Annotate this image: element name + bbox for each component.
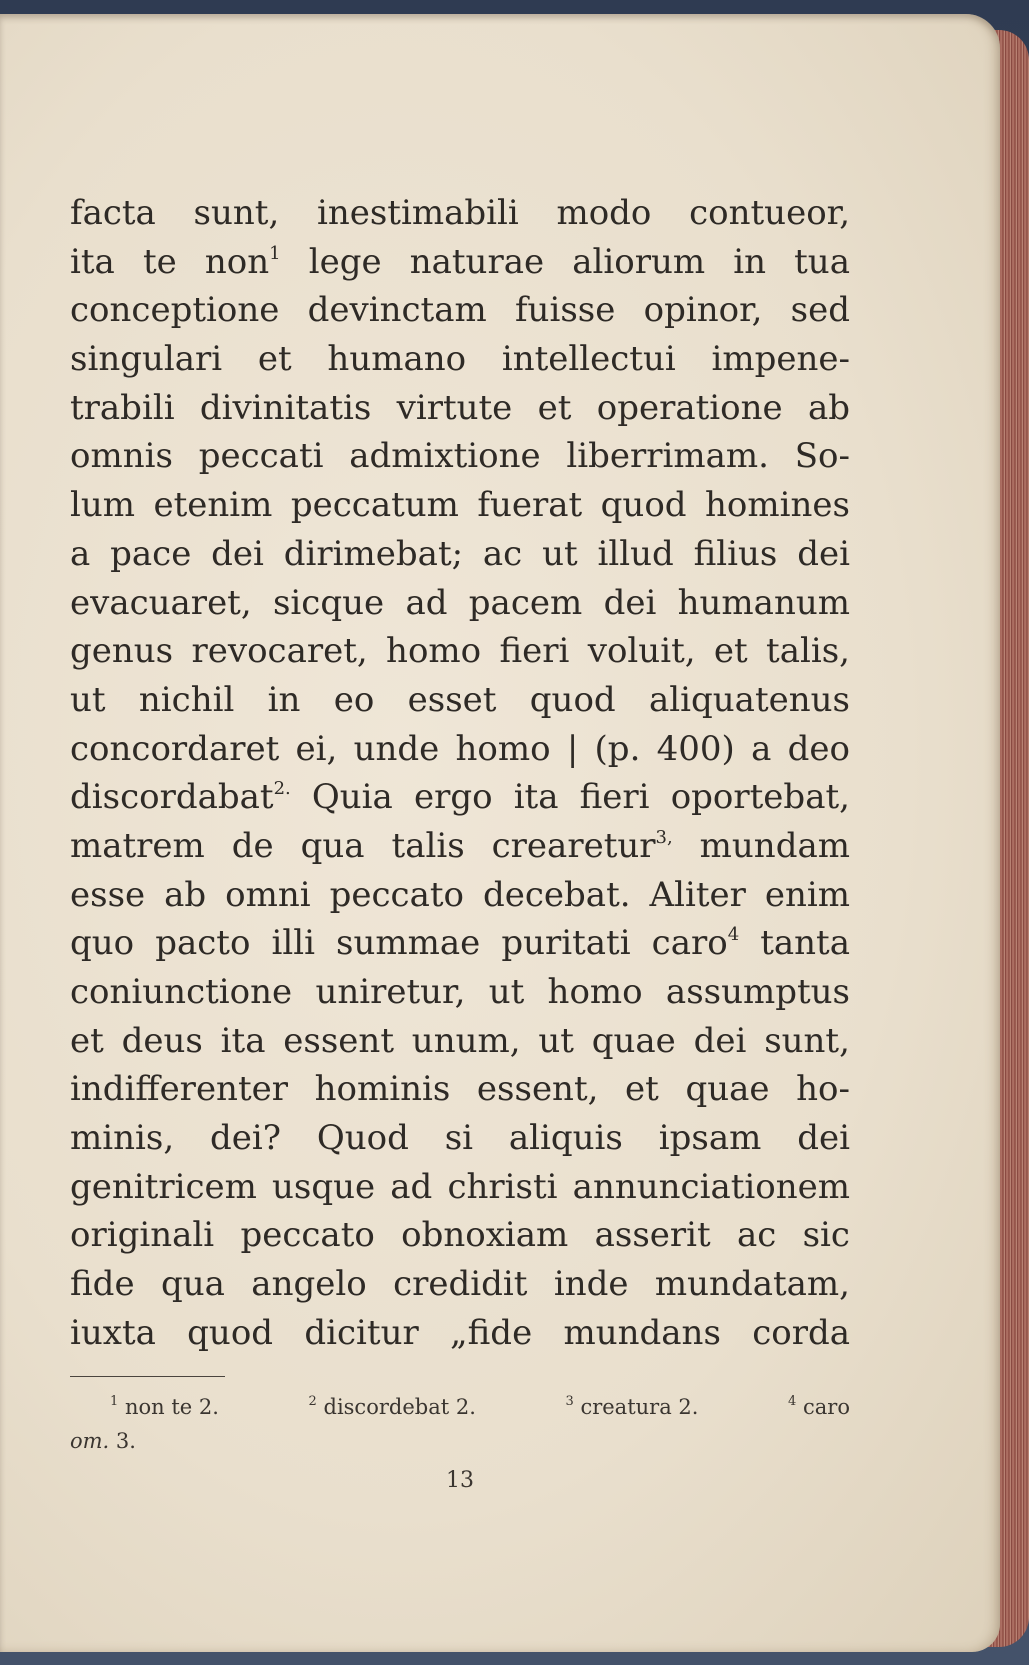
page-break-marker: |	[566, 728, 579, 769]
word: peccati	[198, 436, 324, 477]
word: fuisse	[514, 290, 616, 331]
word: si	[444, 1118, 474, 1159]
word: So-	[794, 436, 850, 477]
text-line	[70, 530, 850, 579]
word: ut	[488, 972, 525, 1012]
word: sunt,	[764, 1020, 850, 1061]
word: deus	[121, 1020, 203, 1061]
word: Quia	[311, 777, 393, 818]
word: dei	[797, 1118, 850, 1159]
text-line	[70, 1260, 850, 1309]
word: asserit	[594, 1215, 711, 1256]
text-line	[70, 384, 850, 433]
body-text	[70, 189, 850, 1358]
word: iuxta	[70, 1312, 156, 1353]
word-with-footnote: discordabat$^{2.}$	[70, 777, 291, 818]
text-line	[70, 822, 850, 871]
word: puritati	[501, 923, 631, 964]
text-line	[70, 773, 850, 822]
text-line	[70, 1114, 850, 1163]
book-page	[0, 14, 1000, 1652]
word: lum	[70, 485, 136, 526]
word: annunciationem	[572, 1166, 850, 1207]
text-line	[70, 189, 850, 238]
word: quae	[685, 1069, 770, 1110]
word: aliorum	[572, 241, 706, 282]
word: dirimebat;	[283, 533, 464, 574]
word: originali	[70, 1215, 215, 1256]
word: ac	[482, 533, 523, 574]
word: qua	[160, 1264, 225, 1305]
footnote-mark: 2.	[273, 778, 291, 800]
word: uniretur,	[315, 972, 466, 1012]
word: opinor,	[643, 290, 763, 331]
word: esset	[407, 679, 497, 720]
text-line	[70, 725, 850, 774]
word: obnoxiam	[401, 1215, 569, 1256]
word: essent	[283, 1020, 394, 1061]
word: ipsam	[658, 1118, 762, 1159]
word: contueor,	[689, 193, 850, 233]
word: indifferenter	[70, 1069, 288, 1110]
word: fuerat	[477, 485, 583, 526]
word: genus	[70, 631, 174, 672]
word: talis,	[766, 631, 850, 672]
word: unde	[353, 728, 440, 769]
footnote-text: 3.	[115, 1429, 136, 1453]
word: modo	[556, 193, 652, 233]
word: homo	[547, 972, 643, 1012]
word: omni	[225, 874, 311, 915]
word: te	[142, 241, 177, 282]
footnote-rule	[70, 1376, 225, 1377]
word: dei?	[210, 1118, 281, 1159]
word: dei	[797, 533, 850, 574]
word: sunt,	[193, 193, 280, 233]
footnote-3	[565, 1390, 698, 1424]
word: singulari	[70, 339, 223, 380]
word: ut	[542, 533, 578, 574]
word: voluit,	[587, 631, 696, 672]
word: ita	[70, 241, 115, 282]
text-line	[70, 1065, 850, 1114]
text-line	[70, 871, 850, 920]
text-line	[70, 481, 850, 530]
word: impene-	[711, 339, 850, 380]
word: homo	[455, 728, 551, 769]
word: dei	[603, 582, 657, 623]
word: facta	[70, 193, 156, 233]
word: mundam	[699, 825, 850, 866]
word: homines	[705, 485, 850, 526]
word: Quod	[316, 1118, 409, 1159]
word: ergo	[413, 777, 493, 818]
word: „fide	[450, 1312, 533, 1353]
word: aliquis	[508, 1118, 623, 1159]
footnote-italic-text: om.	[70, 1429, 110, 1453]
word: ad	[390, 1166, 433, 1207]
word: ab	[807, 387, 850, 428]
word: matrem	[70, 825, 205, 866]
word: in	[733, 241, 767, 282]
word: liberrimam.	[566, 436, 769, 477]
word: coniunctione	[70, 972, 293, 1012]
word: (p.	[594, 728, 641, 769]
word: esse	[70, 874, 146, 915]
word: humanum	[677, 582, 850, 623]
footnote-mark: 4	[727, 924, 740, 946]
word: ho-	[796, 1069, 850, 1110]
word: nichil	[138, 679, 235, 720]
word: mundans	[563, 1312, 721, 1353]
word: virtute	[396, 387, 513, 428]
word: ita	[220, 1020, 266, 1061]
word: quod	[600, 485, 687, 526]
word: trabili	[70, 387, 175, 428]
word: eo	[333, 679, 375, 720]
word: de	[231, 825, 274, 866]
text-line	[70, 335, 850, 384]
word: admixtione	[349, 436, 541, 477]
text-line	[70, 627, 850, 676]
word: devinctam	[307, 290, 487, 331]
word: concordaret	[70, 728, 280, 769]
text-line	[70, 676, 850, 725]
word: lege	[308, 241, 382, 282]
word: genitricem	[70, 1166, 257, 1207]
footnote-number: 3	[565, 1394, 574, 1409]
word: quod	[187, 1312, 274, 1353]
text-line	[70, 1163, 850, 1212]
page-number: 13	[446, 1468, 474, 1493]
word: revocaret,	[191, 631, 368, 672]
word: ad	[405, 582, 448, 623]
text-line	[70, 432, 850, 481]
word: et	[537, 387, 572, 428]
text-line	[70, 1309, 850, 1358]
word: tanta	[760, 923, 850, 964]
word: a	[70, 533, 91, 574]
word: ab	[164, 874, 207, 915]
footnote-line	[70, 1390, 850, 1424]
word: christi	[447, 1166, 558, 1207]
word: corda	[752, 1312, 850, 1353]
footnote-number: 2	[308, 1394, 317, 1409]
word: enim	[764, 874, 850, 915]
word: mundatam,	[654, 1264, 850, 1305]
word: quae	[591, 1020, 676, 1061]
word: naturae	[409, 241, 545, 282]
word: peccato	[329, 874, 464, 915]
footnote-text: caro	[803, 1395, 850, 1419]
word: pacem	[468, 582, 583, 623]
word: dicitur	[304, 1312, 419, 1353]
word: intellectui	[501, 339, 676, 380]
word: et	[257, 339, 292, 380]
text-line	[70, 1017, 850, 1066]
word: quod	[529, 679, 616, 720]
footnote-mark: 1	[269, 242, 281, 264]
text-line	[70, 579, 850, 628]
footnote-text: discordebat 2.	[323, 1395, 476, 1419]
word: inde	[553, 1264, 629, 1305]
word: qua	[300, 825, 365, 866]
word: 400)	[656, 728, 735, 769]
word: quo	[70, 923, 135, 964]
word-with-footnote: caro$^4$	[651, 923, 740, 964]
word: operatione	[596, 387, 783, 428]
word: pace	[110, 533, 192, 574]
word: ei,	[295, 728, 338, 769]
word: peccatum	[290, 485, 459, 526]
footnote-1	[70, 1390, 219, 1424]
word: sed	[790, 290, 850, 331]
word: ac	[736, 1215, 777, 1256]
text-line	[70, 968, 850, 1017]
footnote-continuation	[70, 1424, 850, 1458]
word: pacto	[155, 923, 251, 964]
word: assumptus	[665, 972, 850, 1012]
word: angelo	[251, 1264, 367, 1305]
word: et	[70, 1020, 104, 1061]
word: ita	[513, 777, 559, 818]
word: inestimabili	[316, 193, 519, 233]
word-with-footnote: non$^1$	[204, 241, 281, 282]
word-with-footnote: crearetur$^{3,}$	[491, 825, 673, 866]
word: in	[267, 679, 301, 720]
word: usque	[272, 1166, 376, 1207]
text-line	[70, 286, 850, 335]
footnote-number: 4	[788, 1394, 797, 1409]
text-line	[70, 919, 850, 968]
word: talis	[391, 825, 465, 866]
word: fieri	[499, 631, 570, 672]
text-line	[70, 238, 850, 287]
word: tua	[794, 241, 850, 282]
word: omnis	[70, 436, 173, 477]
word: essent,	[476, 1069, 599, 1110]
footnote-mark: 3,	[655, 826, 673, 848]
footnote-number: 1	[110, 1394, 119, 1409]
word: ut	[70, 679, 106, 720]
word: et	[713, 631, 748, 672]
text-line	[70, 1211, 850, 1260]
word: dei	[211, 533, 264, 574]
word: minis,	[70, 1118, 175, 1159]
word: oportebat,	[670, 777, 850, 818]
word: conceptione	[70, 290, 280, 331]
footnote-2	[309, 1390, 476, 1424]
word: illi	[271, 923, 315, 964]
word: illud	[597, 533, 674, 574]
word: divinitatis	[199, 387, 372, 428]
footnotes	[70, 1390, 850, 1458]
word: dei	[693, 1020, 747, 1061]
word: fieri	[579, 777, 650, 818]
word: peccato	[240, 1215, 375, 1256]
word: credidit	[393, 1264, 528, 1305]
word: humano	[327, 339, 467, 380]
footnote-text: non te 2.	[124, 1395, 219, 1419]
word: ut	[538, 1020, 574, 1061]
word: unum,	[411, 1020, 521, 1061]
word: homo	[386, 631, 482, 672]
word: filius	[693, 533, 778, 574]
footnote-4	[788, 1390, 850, 1424]
word: etenim	[153, 485, 273, 526]
word: aliquatenus	[649, 679, 850, 720]
word: hominis	[314, 1069, 451, 1110]
word: et	[625, 1069, 659, 1110]
word: Aliter	[649, 874, 746, 915]
footnote-text: creatura 2.	[580, 1395, 699, 1419]
word: sicque	[272, 582, 385, 623]
word: deo	[787, 728, 850, 769]
word: a	[751, 728, 772, 769]
word: sic	[802, 1215, 850, 1256]
word: summae	[336, 923, 481, 964]
word: evacuaret,	[70, 582, 252, 623]
word: decebat.	[482, 874, 631, 915]
word: fide	[70, 1264, 135, 1305]
